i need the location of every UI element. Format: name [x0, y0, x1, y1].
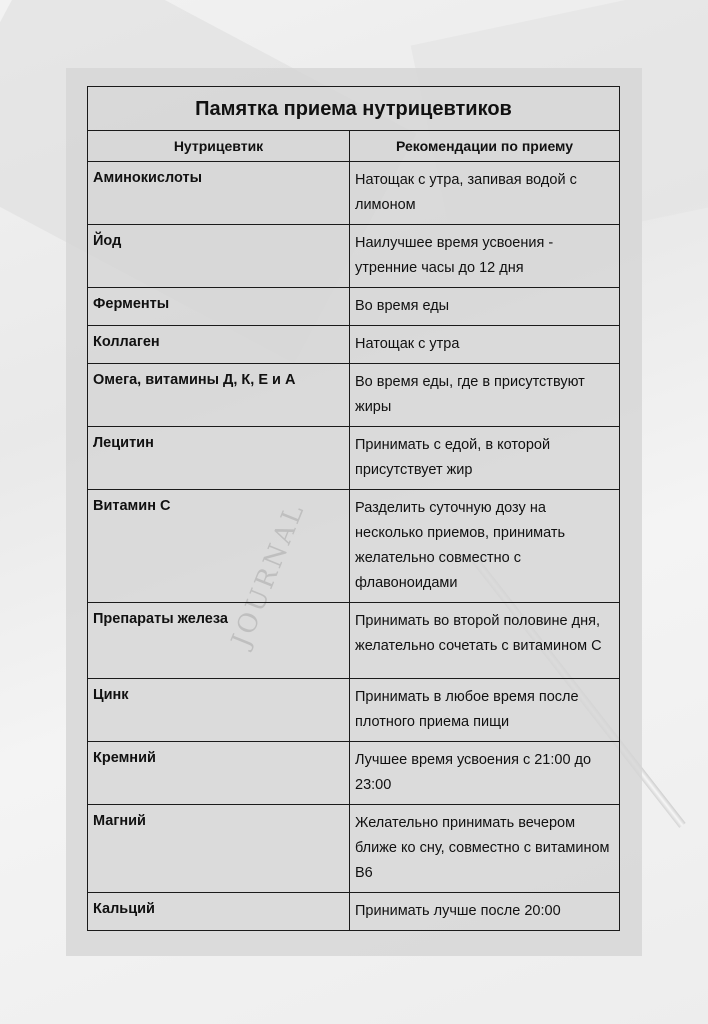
intake-recommendation: Разделить суточную дозу на несколько приемов, принимать желательно совместно с флавоноидами	[350, 490, 620, 603]
intake-recommendation: Желательно принимать вечером ближе ко сну, совместно с витамином В6	[350, 805, 620, 893]
nutraceutical-name: Магний	[88, 805, 350, 893]
table-title: Памятка приема нутрицевтиков	[88, 87, 620, 131]
nutraceutical-name: Витамин С	[88, 490, 350, 603]
intake-recommendation: Принимать во второй половине дня, желательно сочетать с витамином С	[350, 603, 620, 679]
nutraceutical-name: Кремний	[88, 742, 350, 805]
table-row	[88, 603, 620, 679]
nutraceutical-name: Йод	[88, 225, 350, 288]
table-body	[88, 162, 620, 931]
nutraceutical-name: Лецитин	[88, 427, 350, 490]
nutraceutical-name: Аминокислоты	[88, 162, 350, 225]
table-row	[88, 288, 620, 326]
table-row	[88, 225, 620, 288]
table-row	[88, 742, 620, 805]
nutraceuticals-table	[87, 86, 620, 931]
header-row	[88, 131, 620, 162]
title-row	[88, 87, 620, 131]
table-row	[88, 364, 620, 427]
nutraceutical-name: Ферменты	[88, 288, 350, 326]
nutraceutical-name: Препараты железа	[88, 603, 350, 679]
table-row	[88, 326, 620, 364]
nutraceutical-name: Цинк	[88, 679, 350, 742]
journal-watermark: JOURNAL	[226, 498, 312, 652]
table-row	[88, 427, 620, 490]
intake-recommendation: Во время еды	[350, 288, 620, 326]
table-row	[88, 679, 620, 742]
nutraceutical-name: Кальций	[88, 893, 350, 931]
intake-recommendation: Во время еды, где в присутствуют жиры	[350, 364, 620, 427]
nutraceutical-name: Коллаген	[88, 326, 350, 364]
intake-recommendation: Принимать с едой, в которой присутствует жир	[350, 427, 620, 490]
intake-recommendation: Лучшее время усвоения с 21:00 до 23:00	[350, 742, 620, 805]
table-row	[88, 893, 620, 931]
table-row	[88, 805, 620, 893]
intake-recommendation: Натощак с утра	[350, 326, 620, 364]
intake-recommendation: Принимать в любое время после плотного приема пищи	[350, 679, 620, 742]
column-header-recommendation: Рекомендации по приему	[350, 131, 620, 162]
column-header-nutraceutical: Нутрицевтик	[88, 131, 350, 162]
intake-recommendation: Наилучшее время усвоения - утренние часы до 12 дня	[350, 225, 620, 288]
table-row	[88, 162, 620, 225]
intake-recommendation: Принимать лучше после 20:00	[350, 893, 620, 931]
intake-recommendation: Натощак с утра, запивая водой с лимоном	[350, 162, 620, 225]
nutraceutical-name: Омега, витамины Д, К, Е и А	[88, 364, 350, 427]
table-row	[88, 490, 620, 603]
